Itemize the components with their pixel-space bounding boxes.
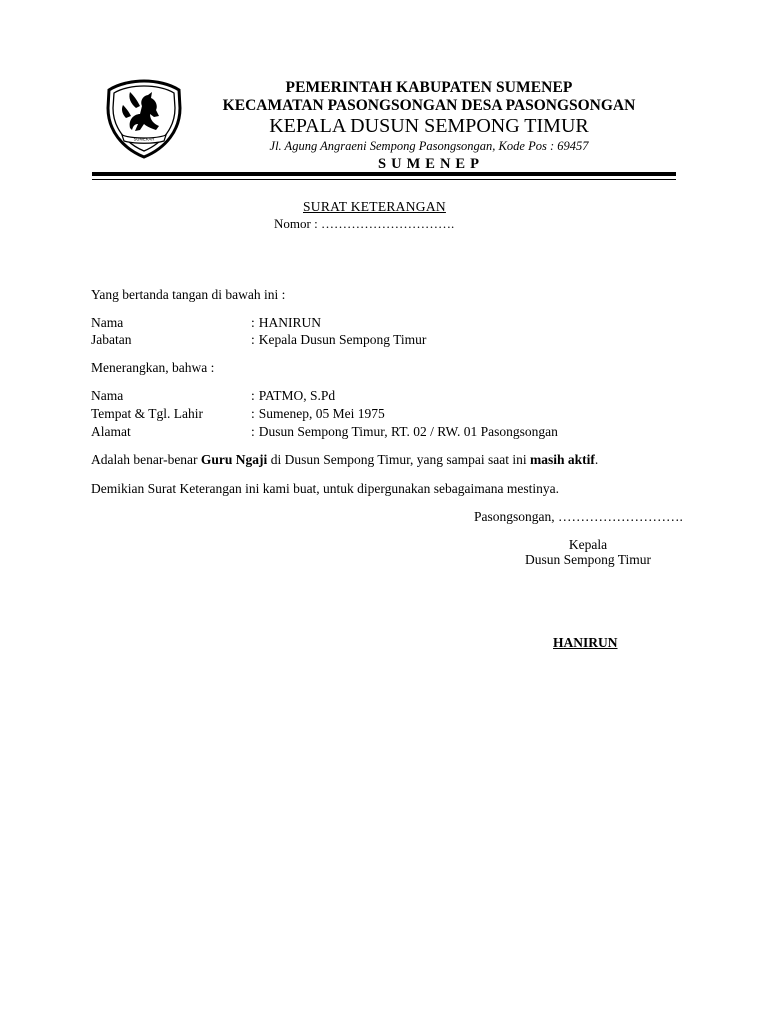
signer-name-value [251, 315, 321, 331]
subject-birth-value [251, 406, 385, 422]
subject-name: PATMO, S.Pd [258, 388, 336, 403]
document-number: Nomor : …………………………. [274, 216, 455, 231]
statement-part: Adalah benar-benar [91, 452, 201, 467]
subject-birth-label: Tempat & Tgl. Lahir [91, 406, 204, 421]
separator: : [251, 424, 255, 439]
subject-address: Dusun Sempong Timur, RT. 02 / RW. 01 Pasongsongan [258, 424, 558, 439]
emblem-label: SUMEKAR [133, 136, 155, 142]
letterhead-office: KEPALA DUSUN SEMPONG TIMUR [269, 115, 589, 137]
closing-text: Demikian Surat Keterangan ini kami buat, untuk dipergunakan sebagaimana mestinya. [91, 481, 559, 496]
signature-title-office: Dusun Sempong Timur [524, 552, 652, 567]
statement-bold-role: Guru Ngaji [200, 452, 268, 467]
separator: : [251, 332, 255, 347]
document-title: SURAT KETERANGAN [303, 199, 446, 214]
letterhead-city: SUMENEP [378, 156, 484, 172]
subject-address-label: Alamat [91, 424, 131, 439]
signer-position: Kepala Dusun Sempong Timur [258, 332, 427, 347]
letterhead-divider-thick [92, 172, 676, 176]
regency-emblem-icon [104, 78, 184, 160]
menerangkan-text: Menerangkan, bahwa : [91, 360, 215, 375]
subject-name-value [251, 388, 335, 404]
signer-name: HANIRUN [258, 315, 322, 330]
letterhead-government: PEMERINTAH KABUPATEN SUMENEP [285, 79, 573, 96]
intro-text: Yang bertanda tangan di bawah ini : [91, 287, 286, 302]
statement-part: di Dusun Sempong Timur, yang sampai saat ini [267, 452, 531, 467]
letterhead-district: KECAMATAN PASONGSONGAN DESA PASONGSONGAN [222, 97, 636, 114]
signature-title: Kepala [568, 537, 608, 552]
signer-name-label: Nama [91, 315, 124, 330]
subject-name-label: Nama [91, 388, 124, 403]
signer-position-label: Jabatan [91, 332, 132, 347]
signer-position-value [251, 332, 426, 348]
statement-bold-status: masih aktif [530, 452, 595, 467]
statement-part: . [594, 452, 599, 467]
signature-name: HANIRUN [553, 635, 618, 650]
letterhead-divider-thin [92, 179, 676, 180]
separator: : [251, 388, 255, 403]
letterhead [185, 78, 673, 173]
separator: : [251, 315, 255, 330]
separator: : [251, 406, 255, 421]
subject-birth: Sumenep, 05 Mei 1975 [258, 406, 385, 421]
signature-place-date: Pasongsongan, ………………………. [474, 509, 683, 524]
statement-text [91, 452, 598, 468]
letterhead-address: Jl. Agung Angraeni Sempong Pasongsongan, Kode Pos : 69457 [269, 139, 589, 153]
subject-address-value [251, 424, 558, 440]
